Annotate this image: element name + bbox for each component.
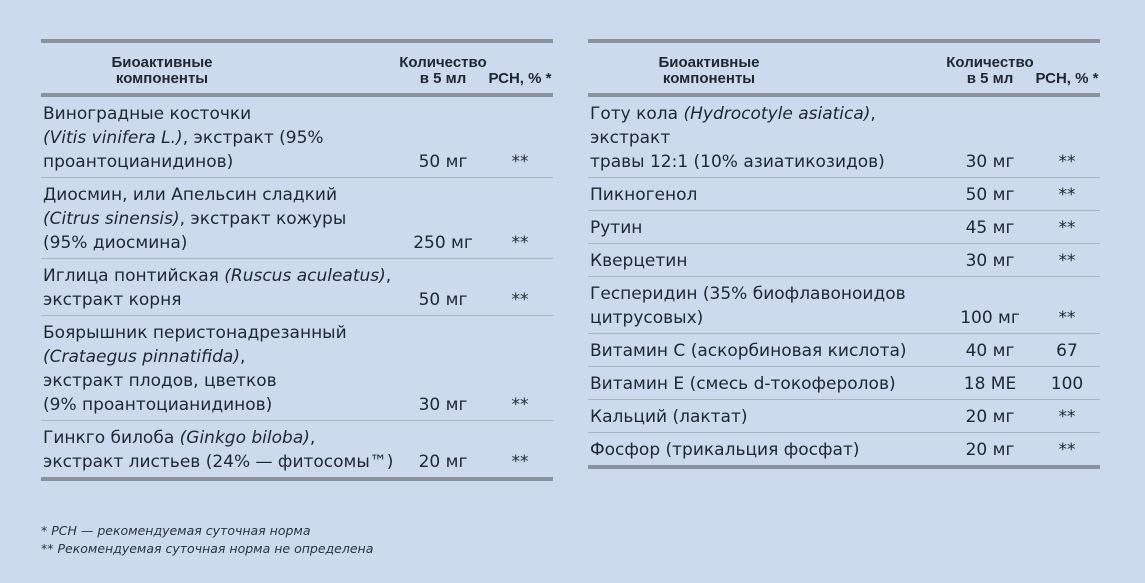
ingredient-name	[41, 259, 399, 316]
ingredient-dv: **	[487, 421, 553, 480]
ingredient-name	[41, 421, 399, 480]
ingredient-dv: **	[1034, 178, 1100, 211]
ingredient-name-line	[43, 369, 399, 393]
name-text: Боярышник перистонадрезанный	[43, 323, 347, 343]
ingredient-name-line	[43, 126, 399, 150]
name-text: Витамин С (аскорбиновая кислота)	[590, 341, 907, 361]
name-text: Витамин Е (смесь d-токоферолов)	[590, 374, 896, 394]
table-row	[588, 95, 1100, 178]
name-text: , экстракт кожуры	[179, 209, 347, 229]
table-row	[41, 95, 553, 178]
ingredient-name	[588, 334, 946, 367]
ingredient-amount: 20 мг	[946, 400, 1034, 433]
ingredient-dv: **	[1034, 244, 1100, 277]
ingredient-name	[588, 95, 946, 178]
ingredient-name-line	[590, 150, 946, 174]
name-text: Диосмин, или Апельсин сладкий	[43, 185, 337, 205]
ingredient-name	[588, 244, 946, 277]
header-component: Биоактивные компоненты	[588, 41, 946, 95]
ingredient-amount: 50 мг	[399, 95, 487, 178]
name-text: цитрусовых)	[590, 308, 704, 328]
ingredient-name	[588, 400, 946, 433]
ingredient-name-line	[43, 183, 399, 207]
latin-name: (Hydrocotyle asiatica)	[683, 104, 871, 124]
ingredient-dv: **	[1034, 95, 1100, 178]
ingredient-name-line	[43, 345, 399, 369]
ingredient-amount: 50 мг	[946, 178, 1034, 211]
name-text: (95% диосмина)	[43, 233, 188, 253]
ingredient-amount: 18 МЕ	[946, 367, 1034, 400]
ingredient-dv: 100	[1034, 367, 1100, 400]
name-text: Гинкго билоба	[43, 428, 180, 448]
ingredient-name-line	[43, 393, 399, 417]
ingredient-dv: **	[487, 95, 553, 178]
name-text: экстракт корня	[43, 290, 182, 310]
ingredient-amount: 100 мг	[946, 277, 1034, 334]
name-text: Готу кола	[590, 104, 684, 124]
ingredient-name-line	[43, 264, 399, 288]
name-text: Кверцетин	[590, 251, 688, 271]
ingredient-name-line	[43, 102, 399, 126]
latin-name: (Vitis vinifera L.)	[43, 128, 183, 148]
table-row	[588, 433, 1100, 468]
ingredient-dv: **	[487, 316, 553, 421]
ingredient-name-line	[43, 321, 399, 345]
ingredient-name	[41, 95, 399, 178]
table-row	[588, 178, 1100, 211]
ingredient-name-line	[590, 372, 946, 396]
header-component: Биоактивные компоненты	[41, 41, 399, 95]
ingredient-dv: **	[1034, 211, 1100, 244]
ingredient-amount: 30 мг	[946, 244, 1034, 277]
header-dv: РСН, % *	[1034, 41, 1100, 95]
name-text: Кальций (лактат)	[590, 407, 748, 427]
name-text: Рутин	[590, 218, 643, 238]
ingredient-name-line	[590, 405, 946, 429]
ingredient-name-line	[43, 150, 399, 174]
name-text: травы 12:1 (10% азиатикозидов)	[590, 152, 885, 172]
ingredient-name-line	[43, 426, 399, 450]
header-amount: Количество в 5 мл	[399, 41, 487, 95]
table-row	[41, 421, 553, 480]
latin-name: (Ginkgo biloba)	[179, 428, 310, 448]
table-row	[41, 259, 553, 316]
ingredient-name	[588, 277, 946, 334]
ingredient-dv: 67	[1034, 334, 1100, 367]
latin-name: (Ruscus aculeatus)	[224, 266, 386, 286]
ingredient-amount: 20 мг	[946, 433, 1034, 468]
ingredient-name-line	[590, 216, 946, 240]
ingredient-dv: **	[487, 259, 553, 316]
ingredient-name-line	[590, 282, 946, 306]
name-text: ,	[309, 428, 316, 448]
ingredient-name-line	[43, 231, 399, 255]
name-text: Пикногенол	[590, 185, 698, 205]
table-header-row	[41, 41, 553, 95]
ingredient-amount: 50 мг	[399, 259, 487, 316]
ingredient-dv: **	[487, 178, 553, 259]
footnotes	[41, 522, 373, 558]
table-row	[41, 178, 553, 259]
name-text: Виноградные косточки	[43, 104, 252, 124]
ingredient-name-line	[590, 183, 946, 207]
ingredient-dv: **	[1034, 433, 1100, 468]
table-row	[588, 400, 1100, 433]
name-text: Фосфор (трикальция фосфат)	[590, 440, 860, 460]
ingredients-table-right	[588, 39, 1100, 469]
ingredient-amount: 40 мг	[946, 334, 1034, 367]
table-row	[588, 334, 1100, 367]
table-row	[588, 211, 1100, 244]
table-row	[588, 277, 1100, 334]
ingredient-name-line	[43, 207, 399, 231]
name-text: ,	[239, 347, 246, 367]
ingredient-dv: **	[1034, 277, 1100, 334]
ingredient-amount: 45 мг	[946, 211, 1034, 244]
ingredient-name	[588, 433, 946, 468]
ingredient-name-line	[590, 102, 946, 150]
header-amount: Количество в 5 мл	[946, 41, 1034, 95]
name-text: проантоцианидинов)	[43, 152, 234, 172]
name-text: , экстракт	[590, 104, 876, 148]
table-row	[588, 244, 1100, 277]
ingredients-table-left	[41, 39, 553, 481]
ingredient-name-line	[43, 288, 399, 312]
header-dv: РСН, % *	[487, 41, 553, 95]
table-body-right	[588, 95, 1100, 467]
name-text: (9% проантоцианидинов)	[43, 395, 273, 415]
ingredient-name-line	[590, 249, 946, 273]
latin-name: (Crataegus pinnatifida)	[43, 347, 240, 367]
ingredient-name	[588, 178, 946, 211]
table-header-row	[588, 41, 1100, 95]
ingredient-dv: **	[1034, 400, 1100, 433]
ingredient-amount: 250 мг	[399, 178, 487, 259]
footnote-dv: * РСН — рекомендуемая суточная норма	[41, 523, 311, 538]
ingredient-name	[588, 211, 946, 244]
ingredient-name-line	[590, 438, 946, 462]
name-text: Гесперидин (35% биофлавоноидов	[590, 284, 906, 304]
ingredient-name-line	[590, 306, 946, 330]
table-row	[41, 316, 553, 421]
name-text: Иглица понтийская	[43, 266, 225, 286]
table-body-left	[41, 95, 553, 479]
ingredient-name	[588, 367, 946, 400]
name-text: , экстракт (95%	[182, 128, 324, 148]
name-text: экстракт листьев (24% — фитосомы™)	[43, 452, 394, 472]
ingredient-name-line	[590, 339, 946, 363]
name-text: ,	[385, 266, 392, 286]
ingredient-name	[41, 178, 399, 259]
ingredient-amount: 30 мг	[946, 95, 1034, 178]
ingredient-name-line	[43, 450, 399, 474]
ingredient-amount: 20 мг	[399, 421, 487, 480]
ingredient-amount: 30 мг	[399, 316, 487, 421]
table-row	[588, 367, 1100, 400]
name-text: экстракт плодов, цветков	[43, 371, 277, 391]
ingredient-name	[41, 316, 399, 421]
latin-name: (Citrus sinensis)	[43, 209, 180, 229]
footnote-undefined: ** Рекомендуемая суточная норма не определена	[41, 541, 374, 556]
